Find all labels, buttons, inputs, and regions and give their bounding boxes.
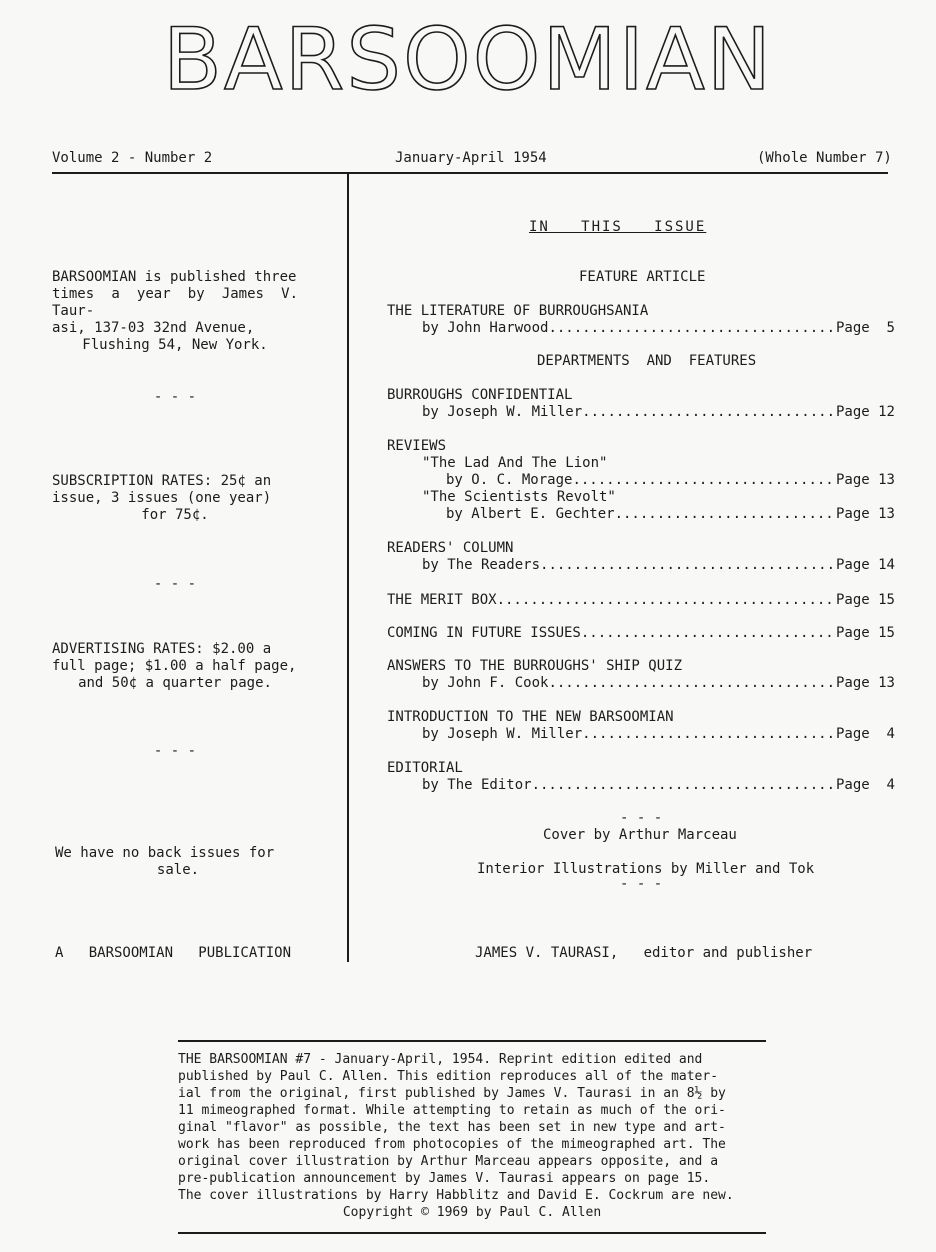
reprint-line: original cover illustration by Arthur Marceau appears opposite, and a — [178, 1154, 719, 1169]
toc-byline: by The Readers — [422, 557, 541, 573]
toc-entry — [387, 387, 895, 421]
reprint-line: published by Paul C. Allen. This edition reproduces all of the mater- — [178, 1069, 719, 1084]
editor-credit: JAMES V. TAURASI, editor and publisher — [475, 945, 813, 961]
toc-entry — [387, 625, 895, 642]
dot-leader — [582, 404, 836, 421]
header-rule — [52, 172, 888, 174]
footer-top-rule — [178, 1040, 766, 1042]
subscription-rates — [52, 473, 298, 524]
publisher-line: asi, 137-03 32nd Avenue, — [52, 320, 255, 336]
dot-leader — [581, 625, 836, 642]
toc-page: Page 13 — [835, 506, 895, 522]
toc-entry-reviews — [387, 438, 895, 523]
toc-page: Page 4 — [835, 726, 895, 742]
toc-title: REVIEWS — [387, 438, 447, 454]
back-issues-line: sale. — [156, 862, 200, 878]
reprint-line: ginal "flavor" as possible, the text has been set in new type and art- — [178, 1120, 726, 1135]
separator: - - - — [620, 876, 663, 892]
toc-byline: by John Harwood — [422, 320, 549, 336]
subscription-line: SUBSCRIPTION RATES: 25¢ an — [52, 473, 272, 489]
advertising-line: and 50¢ a quarter page. — [78, 675, 272, 691]
subscription-line: for 75¢. — [141, 507, 209, 523]
toc-title: INTRODUCTION TO THE NEW BARSOOMIAN — [387, 709, 674, 725]
toc-byline: by Joseph W. Miller — [422, 404, 583, 420]
toc-title: COMING IN FUTURE ISSUES — [387, 625, 581, 641]
toc-page: Page 5 — [835, 320, 895, 336]
advertising-line: ADVERTISING RATES: $2.00 a — [52, 641, 272, 657]
dot-leader — [548, 320, 836, 337]
copyright-line: Copyright © 1969 by Paul C. Allen — [342, 1205, 602, 1220]
separator: - - - — [153, 576, 197, 592]
departments-heading: DEPARTMENTS AND FEATURES — [537, 353, 757, 369]
toc-entry — [387, 303, 895, 337]
toc-title: READERS' COLUMN — [387, 540, 514, 556]
toc-entry — [387, 658, 895, 692]
toc-page: Page 12 — [835, 404, 895, 420]
reprint-line: The cover illustrations by Harry Habblitz and David E. Cockrum are new. — [178, 1188, 734, 1203]
reprint-line: THE BARSOOMIAN #7 - January-April, 1954. Reprint edition edited and — [178, 1052, 703, 1067]
toc-entry — [387, 592, 895, 609]
reprint-line: work has been reproduced from photocopies of the mimeographed art. The — [178, 1137, 726, 1152]
volume-number: Volume 2 - Number 2 — [52, 150, 213, 166]
toc-byline: by The Editor — [422, 777, 532, 793]
toc-entry — [387, 540, 895, 574]
toc-title: ANSWERS TO THE BURROUGHS' SHIP QUIZ — [387, 658, 683, 674]
toc-byline: by John F. Cook — [422, 675, 549, 691]
subscription-line: issue, 3 issues (one year) — [52, 490, 272, 506]
column-divider — [347, 174, 349, 962]
publisher-info — [52, 269, 298, 354]
back-issues-note — [55, 845, 301, 879]
reprint-line: 11 mimeographed format. While attempting to retain as much of the ori- — [178, 1103, 726, 1118]
interior-credit: Interior Illustrations by Miller and Tok — [477, 861, 815, 877]
dot-leader — [532, 777, 836, 794]
toc-page: Page 13 — [835, 472, 895, 488]
dot-leader — [548, 675, 836, 692]
dot-leader — [582, 726, 836, 743]
toc-page: Page 4 — [835, 777, 895, 793]
publisher-line: times a year by James V. Taur- — [52, 286, 298, 319]
reprint-notice — [178, 1051, 766, 1221]
reprint-line: ial from the original, first published by James V. Taurasi in an 8½ by — [178, 1086, 726, 1101]
toc-byline: by O. C. Morage — [446, 472, 573, 488]
toc-byline: by Joseph W. Miller — [422, 726, 583, 742]
cover-credit: Cover by Arthur Marceau — [543, 827, 737, 843]
dot-leader — [572, 472, 836, 489]
toc-entry — [387, 709, 895, 743]
advertising-rates — [52, 641, 298, 692]
reprint-line: pre-publication announcement by James V. Taurasi appears on page 15. — [178, 1171, 711, 1186]
toc-title: THE MERIT BOX — [387, 592, 497, 608]
publication-credit: A BARSOOMIAN PUBLICATION — [55, 945, 292, 961]
toc-entry — [387, 760, 895, 794]
toc-byline: by Albert E. Gechter — [446, 506, 615, 522]
toc-page: Page 14 — [835, 557, 895, 573]
toc-page: Page 15 — [835, 625, 895, 641]
issue-date: January-April 1954 — [395, 150, 547, 166]
masthead-title: BARSOOMIAN — [162, 10, 774, 110]
separator: - - - — [153, 743, 197, 759]
dot-leader — [540, 557, 836, 574]
toc-title: THE LITERATURE OF BURROUGHSANIA — [387, 303, 649, 319]
publisher-line: Flushing 54, New York. — [82, 337, 268, 353]
back-issues-line: We have no back issues for — [55, 845, 275, 861]
toc-title: EDITORIAL — [387, 760, 463, 776]
toc-title: BURROUGHS CONFIDENTIAL — [387, 387, 573, 403]
toc-page: Page 15 — [835, 592, 895, 608]
dot-leader — [497, 592, 836, 609]
toc-page: Page 13 — [835, 675, 895, 691]
publisher-line: BARSOOMIAN is published three — [52, 269, 297, 285]
feature-heading: FEATURE ARTICLE — [579, 269, 706, 285]
contents-heading: IN THIS ISSUE — [529, 219, 707, 235]
review-title: "The Scientists Revolt" — [422, 489, 616, 505]
review-title: "The Lad And The Lion" — [422, 455, 608, 471]
whole-number: (Whole Number 7) — [757, 150, 892, 166]
advertising-line: full page; $1.00 a half page, — [52, 658, 297, 674]
dot-leader — [615, 506, 836, 523]
footer-bottom-rule — [178, 1232, 766, 1234]
separator: - - - — [153, 389, 197, 405]
separator: - - - — [620, 810, 663, 826]
